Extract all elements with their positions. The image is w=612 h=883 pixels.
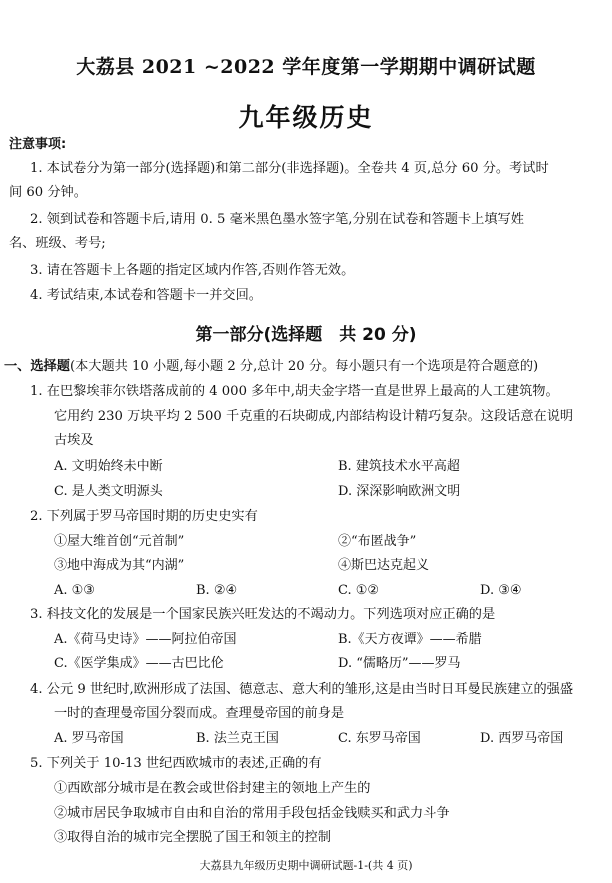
question-3-stem: 3. 科技文化的发展是一个国家民族兴旺发达的不竭动力。下列选项对应正确的是	[30, 607, 496, 622]
question-4-option-b: B. 法兰克王国	[196, 731, 279, 746]
question-1-stem: 1. 在巴黎埃菲尔铁塔落成前的 4 000 多年中,胡夫金字塔一直是世界上最高的人工建筑物。	[30, 384, 559, 399]
question-2-item: ③地中海成为其“内湖”	[54, 558, 185, 573]
question-4-option-a: A. 罗马帝国	[54, 731, 124, 746]
notice-line: 4. 考试结束,本试卷和答题卡一并交回。	[30, 288, 262, 303]
question-2-item: ①屋大维首创“元首制”	[54, 534, 185, 549]
question-2-option-a: A. ①③	[54, 583, 95, 598]
question-4-option-d: D. 西罗马帝国	[480, 731, 564, 746]
notice-line: 2. 领到试卷和答题卡后,请用 0. 5 毫米黑色墨水签字笔,分别在试卷和答题卡上填写姓	[30, 212, 524, 227]
question-1-stem: 古埃及	[54, 433, 94, 448]
question-3-option-b: B.《天方夜谭》——希腊	[338, 632, 482, 647]
section-intro-label: 一、选择题	[4, 359, 70, 374]
question-4-stem: 一时的查理曼帝国分裂而成。查理曼帝国的前身是	[54, 706, 345, 721]
question-1-option-b: B. 建筑技术水平高超	[338, 459, 460, 474]
question-5-item: ③取得自治的城市完全摆脱了国王和领主的控制	[54, 830, 331, 845]
section-title: 第一部分(选择题 共 20 分)	[195, 325, 417, 345]
question-1-option-c: C. 是人类文明源头	[54, 484, 163, 499]
question-2-stem: 2. 下列属于罗马帝国时期的历史史实有	[30, 509, 258, 524]
question-3-option-d: D. “儒略历”——罗马	[338, 656, 461, 671]
notice-line: 间 60 分钟。	[9, 185, 87, 200]
question-3-option-c: C.《医学集成》——古巴比伦	[54, 656, 224, 671]
question-1-stem: 它用约 230 万块平均 2 500 千克重的石块砌成,内部结构设计精巧复杂。这段话意在说明	[54, 409, 574, 424]
notice-heading: 注意事项:	[9, 137, 67, 152]
question-1-option-d: D. 深深影响欧洲文明	[338, 484, 461, 499]
notice-line: 3. 请在答题卡上各题的指定区域内作答,否则作答无效。	[30, 263, 355, 278]
exam-title: 大荔县 2021 ~2022 学年度第一学期期中调研试题	[76, 56, 536, 78]
question-5-item: ②城市居民争取城市自由和自治的常用手段包括金钱赎买和武力斗争	[54, 806, 450, 821]
notice-line: 1. 本试卷分为第一部分(选择题)和第二部分(非选择题)。全卷共 4 页,总分 60 分。考试时	[30, 161, 549, 176]
question-2-item: ④斯巴达克起义	[338, 558, 430, 573]
question-3-option-a: A.《荷马史诗》——阿拉伯帝国	[54, 632, 237, 647]
question-2-option-d: D. ③④	[480, 583, 522, 598]
question-4-option-c: C. 东罗马帝国	[338, 731, 421, 746]
notice-line: 名、班级、考号;	[9, 236, 106, 251]
question-5-item: ①西欧部分城市是在教会或世俗封建主的领地上产生的	[54, 781, 371, 796]
question-4-stem: 4. 公元 9 世纪时,欧洲形成了法国、德意志、意大利的雏形,这是由当时日耳曼民族建立的强盛	[30, 682, 574, 697]
question-5-stem: 5. 下列关于 10-13 世纪西欧城市的表述,正确的有	[30, 756, 322, 771]
section-intro-text: (本大题共 10 小题,每小题 2 分,总计 20 分。每小题只有一个选项是符合题意的)	[69, 359, 539, 374]
question-2-item: ②“布匿战争”	[338, 534, 417, 549]
question-2-option-c: C. ①②	[338, 583, 380, 598]
subject-title: 九年级历史	[238, 103, 374, 132]
question-2-option-b: B. ②④	[196, 583, 238, 598]
question-1-option-a: A. 文明始终未中断	[54, 459, 163, 474]
page-footer: 大荔县九年级历史期中调研试题-1-(共 4 页)	[199, 859, 413, 872]
section-intro	[4, 358, 538, 376]
